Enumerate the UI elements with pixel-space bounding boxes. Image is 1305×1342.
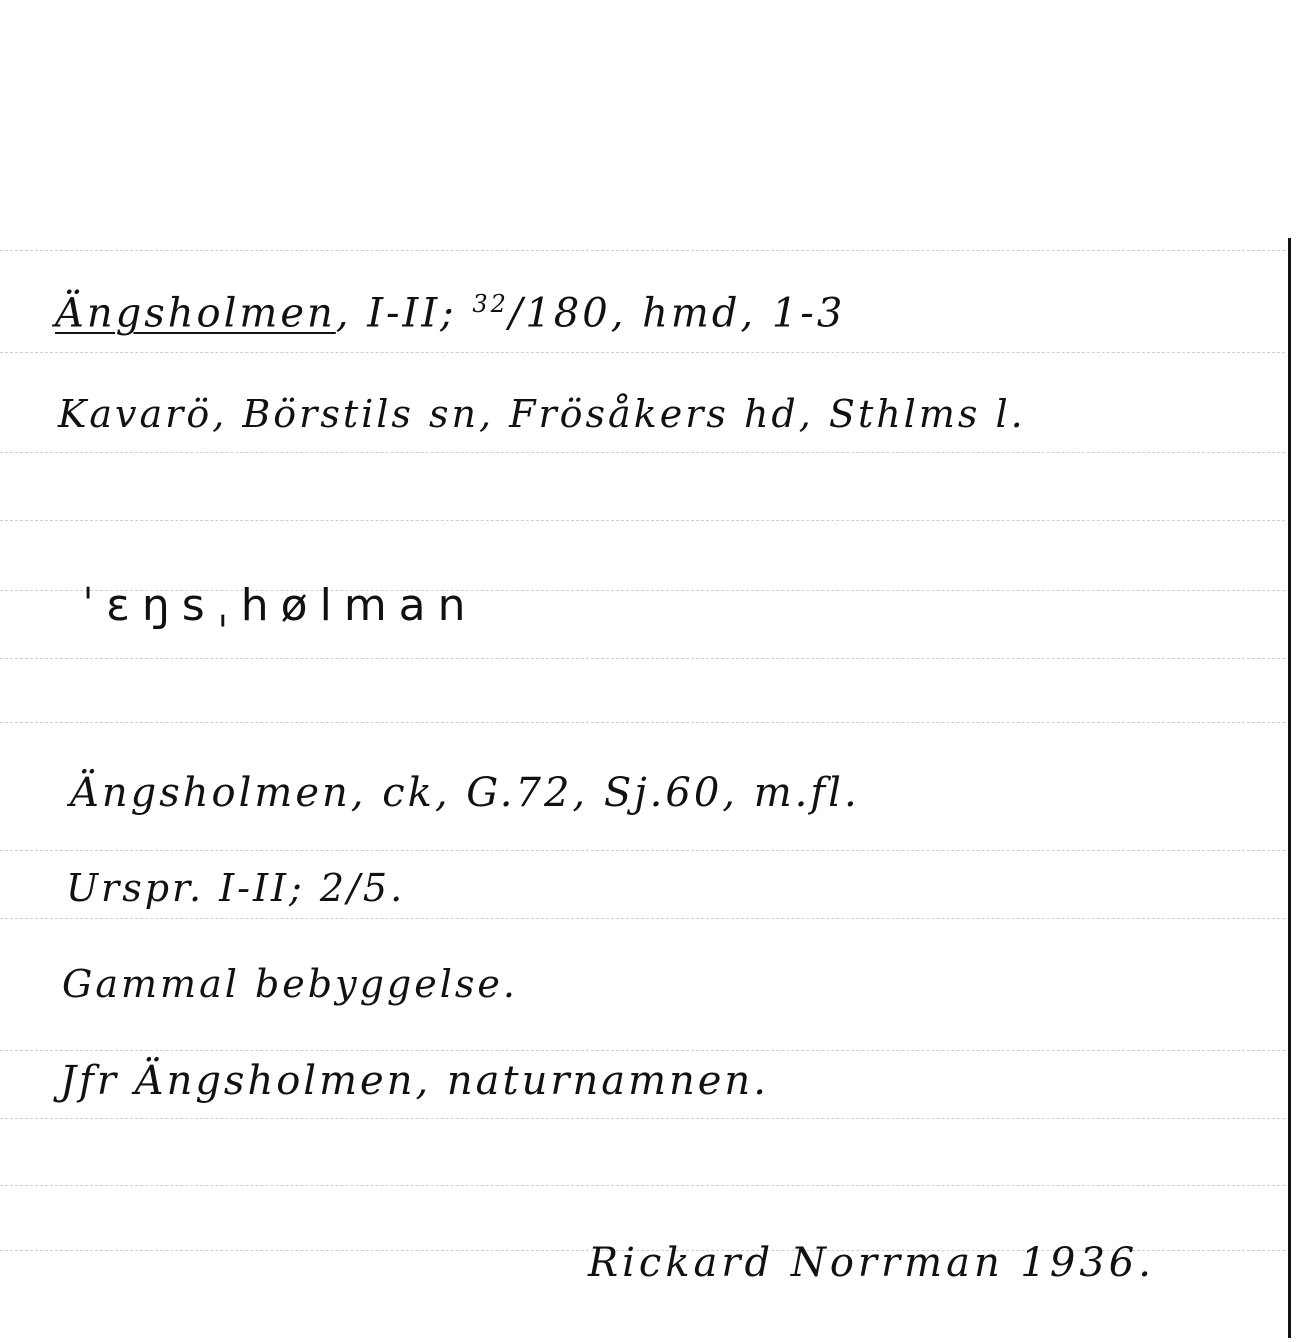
ruled-line xyxy=(0,1118,1285,1119)
entry-line-1: Ängsholmen, ck, G.72, Sj.60, m.fl. xyxy=(70,770,860,816)
ruled-line xyxy=(0,1185,1285,1186)
header-line xyxy=(55,290,845,336)
ruled-line xyxy=(0,520,1285,521)
card-right-border xyxy=(1288,238,1291,1338)
entry-line-2: Urspr. I-II; 2/5. xyxy=(66,866,406,910)
ruled-line xyxy=(0,452,1285,453)
location-line: Kavarö, Börstils sn, Frösåkers hd, Sthlms l. xyxy=(58,392,1026,436)
entry-line-4: Jfr Ängsholmen, naturnamnen. xyxy=(60,1058,769,1104)
header-superscript: 32 xyxy=(472,290,509,318)
ruled-line xyxy=(0,352,1285,353)
header-classification: , I-II; xyxy=(335,290,473,337)
ruled-line xyxy=(0,850,1285,851)
ruled-line xyxy=(0,250,1285,251)
phonetic-transcription: ˈɛŋsˌhølman xyxy=(82,580,478,631)
ruled-line xyxy=(0,1050,1285,1051)
ruled-line xyxy=(0,918,1285,919)
signature: Rickard Norrman 1936. xyxy=(588,1240,1155,1286)
entry-line-3: Gammal bebyggelse. xyxy=(62,962,518,1006)
ruled-line xyxy=(0,658,1285,659)
ruled-line xyxy=(0,722,1285,723)
place-name: Ängsholmen xyxy=(55,290,336,337)
header-details: /180, hmd, 1-3 xyxy=(508,290,846,337)
